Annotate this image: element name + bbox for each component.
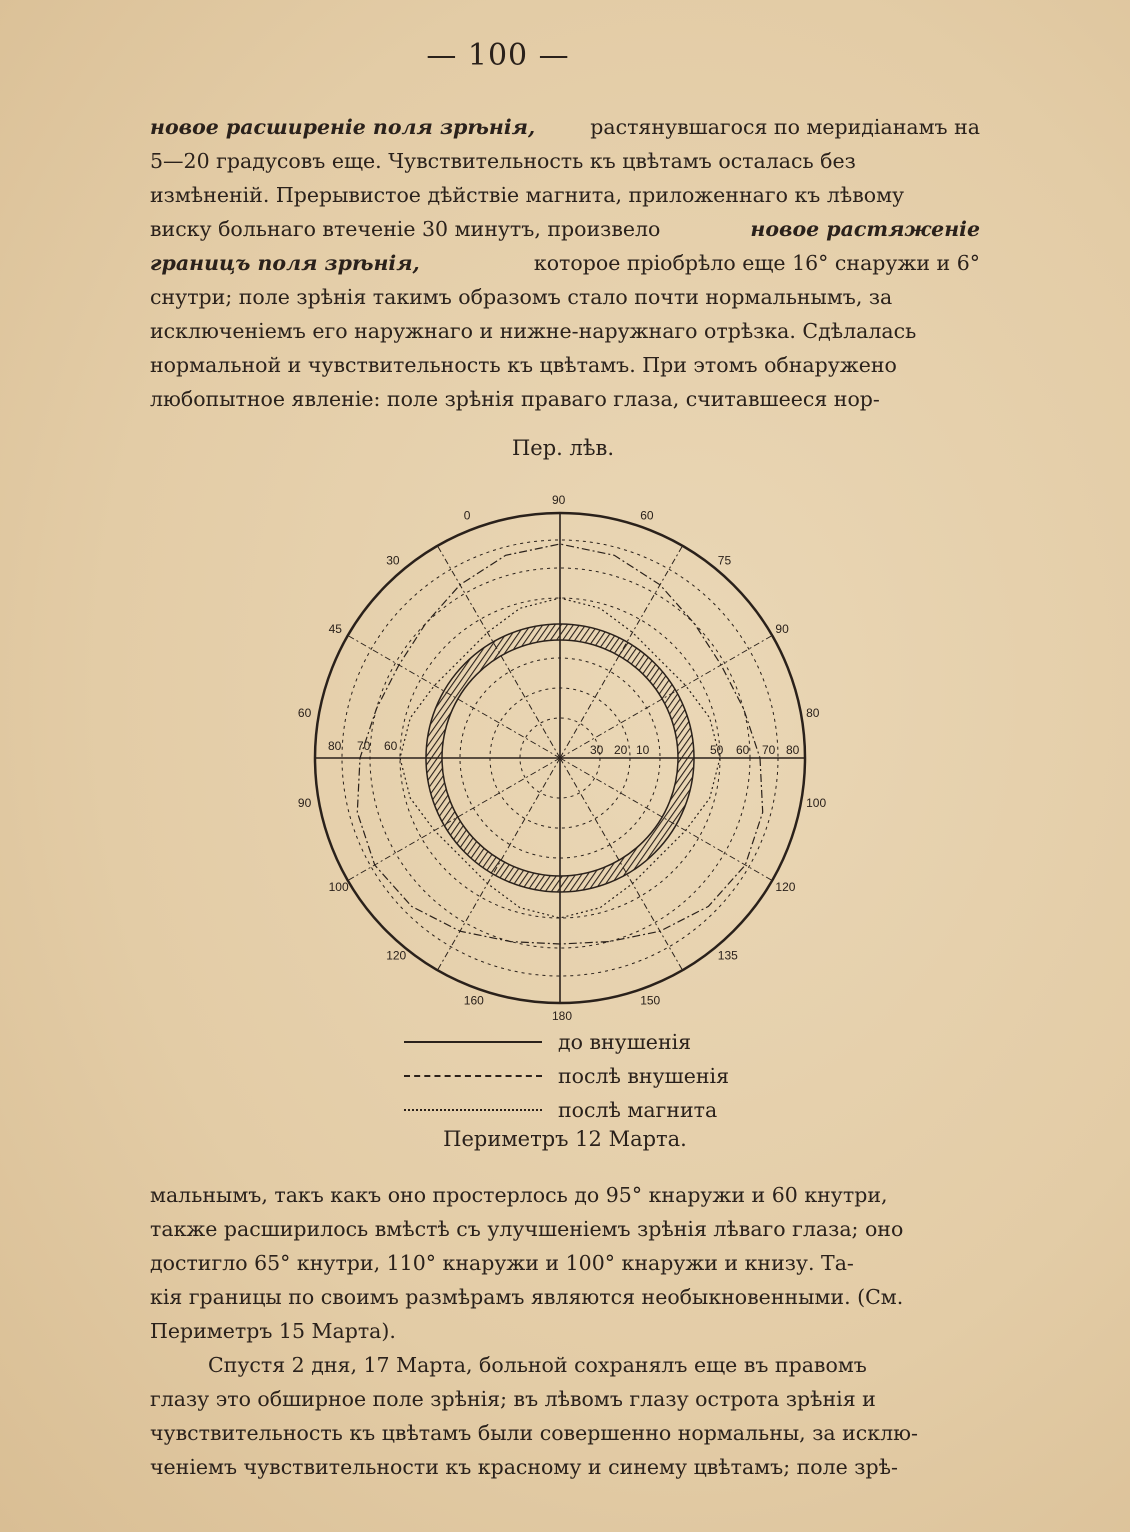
legend-label: до внушенія (558, 1030, 692, 1054)
italic-phrase: новое растяженіе (750, 217, 980, 241)
text-span: любопытное явленіе: поле зрѣнія праваго глаза, считавшееся нор- (150, 387, 880, 411)
outer-degree-label: 120 (386, 948, 407, 963)
text-line (150, 1348, 980, 1382)
text-span: ченіемъ чувствительности къ красному и синему цвѣтамъ; поле зрѣ- (150, 1455, 898, 1479)
text-span: нормальной и чувствительность къ цвѣтамъ. При этомъ обнаружено (150, 353, 897, 377)
scale-label-right: 60 (736, 743, 750, 757)
paragraph-bottom (150, 1178, 980, 1484)
outer-degree-label: 90 (775, 622, 789, 636)
outer-degree-label: 90 (297, 795, 312, 810)
legend-solid-line (404, 1041, 542, 1043)
text-line (150, 382, 980, 416)
text-line (150, 1178, 980, 1212)
text-span: глазу это обширное поле зрѣнія; въ лѣвомъ глазу острота зрѣнія и (150, 1387, 876, 1411)
text-span: также расширилось вмѣстѣ съ улучшеніемъ зрѣнія лѣваго глаза; оно (150, 1217, 904, 1241)
legend-dashdot-line (404, 1075, 542, 1077)
perimeter-diagram (297, 493, 840, 1023)
outer-degree-label: 150 (640, 993, 661, 1008)
scale-label-right: 70 (762, 743, 776, 757)
scale-label-right: 50 (710, 743, 724, 757)
figure-caption-bottom: Периметръ 12 Марта. (443, 1127, 687, 1151)
text-span: 5—20 градусовъ еще. Чувствительность къ цвѣтамъ осталась без (150, 149, 856, 173)
text-line (150, 212, 980, 246)
text-span: Спустя 2 дня, 17 Марта, больной сохранялъ еще въ правомъ (208, 1353, 867, 1377)
italic-phrase: границъ поля зрѣнія, (150, 251, 420, 275)
legend (404, 1025, 824, 1127)
scale-label-right: 80 (786, 743, 800, 757)
text-line (150, 1416, 980, 1450)
outer-degree-label: 160 (463, 993, 484, 1008)
text-span: снутри; поле зрѣнія такимъ образомъ стало почти нормальнымъ, за (150, 285, 893, 309)
scale-label-center: 30 (590, 743, 604, 757)
text-span: виску больнаго втеченіе 30 минутъ, произвело (150, 217, 661, 241)
text-span: измѣненій. Прерывистое дѣйствіе магнита, приложеннаго къ лѣвому (150, 183, 905, 207)
outer-degree-label: 100 (328, 880, 349, 894)
scale-label-left: 60 (384, 739, 398, 753)
perimeter-grid (315, 513, 805, 1003)
text-line (150, 110, 980, 144)
outer-degree-label: 100 (806, 795, 827, 810)
figure-caption-top: Пер. лѣв. (511, 436, 615, 460)
scale-label-center: 20 (614, 743, 628, 757)
scale-label-left: 80 (328, 739, 342, 753)
text-line (150, 1212, 980, 1246)
text-line (150, 1382, 980, 1416)
outer-degree-label: 80 (806, 706, 820, 721)
text-line (150, 348, 980, 382)
text-line (150, 280, 980, 314)
text-line (150, 1280, 980, 1314)
legend-row (404, 1025, 824, 1059)
outer-degree-label: 90 (552, 493, 566, 507)
text-span: достигло 65° кнутри, 110° кнаружи и 100° кнаружи и книзу. Та- (150, 1251, 854, 1275)
paragraph-top (150, 110, 980, 416)
text-line (150, 178, 980, 212)
text-span: которое пріобрѣло еще 16° снаружи и 6° (533, 251, 980, 275)
text-span: мальнымъ, такъ какъ оно простерлось до 95° кнаружи и 60 кнутри, (150, 1183, 888, 1207)
text-line (150, 1314, 980, 1348)
text-line (150, 1450, 980, 1484)
legend-row (404, 1059, 824, 1093)
text-line (150, 1246, 980, 1280)
legend-label: послѣ магнита (558, 1098, 718, 1122)
text-line (150, 246, 980, 280)
outer-degree-label: 135 (717, 948, 738, 963)
outer-degree-label: 60 (297, 706, 312, 721)
text-line (150, 144, 980, 178)
text-span: растянувшагося по меридіанамъ на (590, 115, 980, 139)
outer-degree-label: 30 (386, 553, 400, 568)
text-span: исключеніемъ его наружнаго и нижне-наружнаго отрѣзка. Сдѣлалась (150, 319, 917, 343)
text-span: Периметръ 15 Марта). (150, 1319, 396, 1343)
outer-degree-label: 60 (640, 508, 654, 523)
scale-label-center: 10 (636, 743, 650, 757)
scale-label-left: 70 (357, 739, 371, 753)
legend-dotted-line (404, 1109, 542, 1111)
text-line (150, 314, 980, 348)
page-number: — 100 — (426, 38, 570, 73)
italic-phrase: новое расширеніе поля зрѣнія, (150, 115, 536, 139)
legend-label: послѣ внушенія (558, 1064, 729, 1088)
text-span: чувствительность къ цвѣтамъ были совершенно нормальны, за исклю- (150, 1421, 918, 1445)
perimeter-chart (297, 493, 840, 1023)
outer-degree-label: 0 (463, 508, 471, 523)
legend-row (404, 1093, 824, 1127)
outer-degree-label: 45 (328, 622, 342, 636)
outer-degree-label: 75 (717, 553, 732, 568)
outer-degree-label: 120 (775, 880, 796, 894)
text-span: кія границы по своимъ размѣрамъ являются необыкновенными. (См. (150, 1285, 904, 1309)
outer-degree-label: 180 (552, 1009, 573, 1023)
